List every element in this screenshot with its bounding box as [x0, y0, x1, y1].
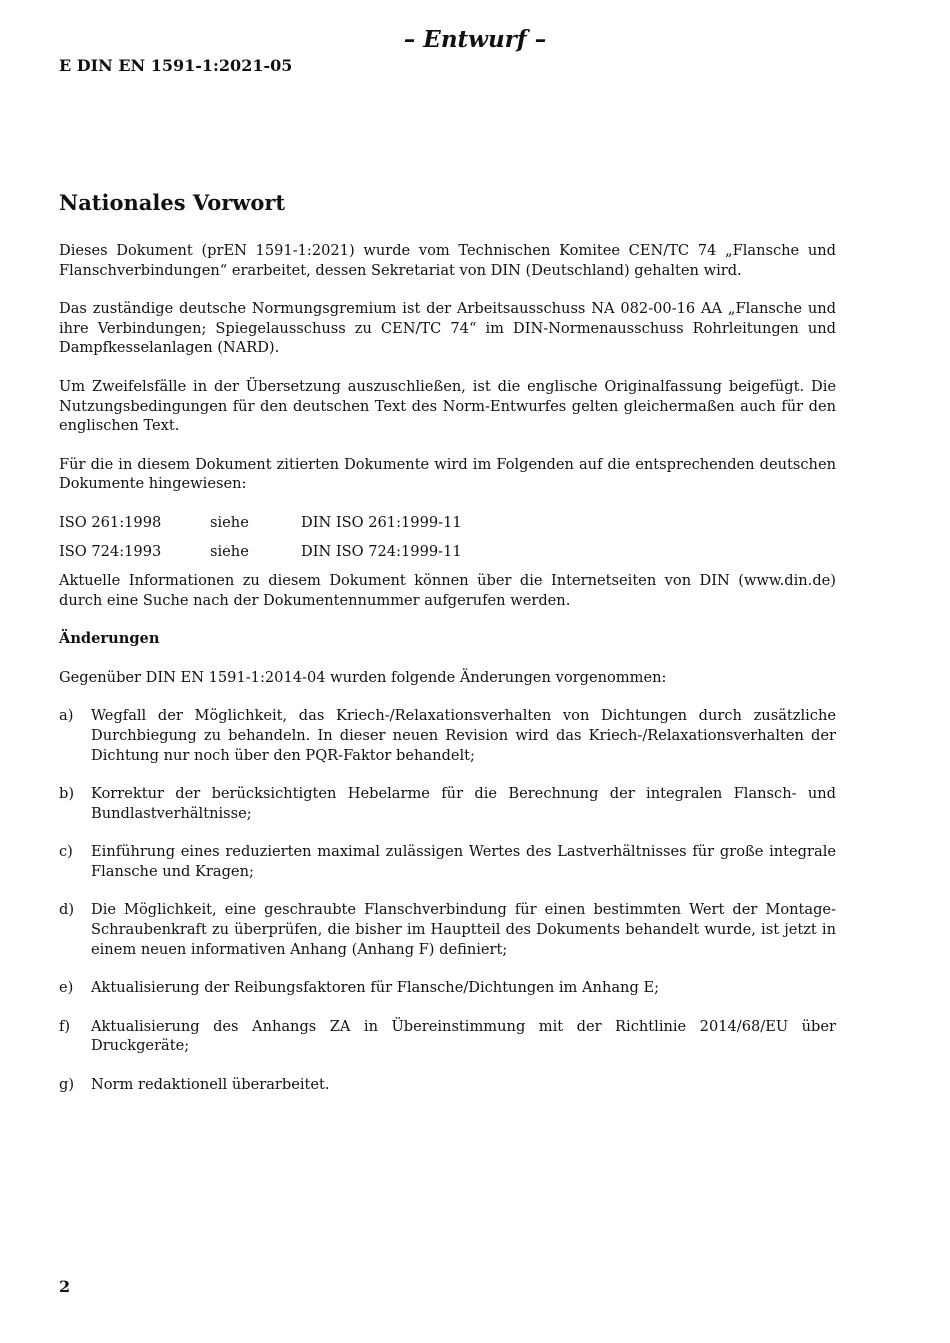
changes-heading: Änderungen: [59, 630, 160, 648]
reference-source: ISO 724:1993: [59, 542, 162, 560]
reference-source: ISO 261:1998: [59, 513, 162, 531]
list-marker: d): [59, 901, 75, 919]
list-item: [59, 784, 836, 823]
paragraph: Das zuständige deutsche Normungsgremium ist der Arbeitsausschuss NA 082-00-16 AA „Flansche und ihre Verbindungen; Spiegelausschuss zu CEN/TC 74“ im DIN-Normenausschuss Rohrleitungen und Dampfkesselanlagen (NARD).: [59, 300, 836, 357]
paragraph: Dieses Dokument (prEN 1591-1:2021) wurde vom Technischen Komitee CEN/TC 74 „Flansche und Flanschverbindungen“ erarbeitet, dessen Sekretariat von DIN (Deutschland) gehalten wird.: [59, 242, 836, 279]
paragraph: Für die in diesem Dokument zitierten Dokumente wird im Folgenden auf die entsprechenden deutschen Dokumente hingewiesen:: [59, 455, 836, 493]
reference-target: DIN ISO 261:1999-11: [301, 513, 462, 531]
list-item-text: Aktualisierung der Reibungsfaktoren für Flansche/Dichtungen im Anhang E;: [91, 979, 660, 997]
list-item: [59, 900, 836, 959]
list-marker: a): [59, 707, 74, 725]
list-item-text: Norm redaktionell überarbeitet.: [91, 1076, 330, 1094]
document-body: [59, 241, 836, 1114]
list-marker: g): [59, 1076, 75, 1094]
reference-target: DIN ISO 724:1999-11: [301, 542, 462, 560]
list-item: [59, 1017, 836, 1056]
reference-row: [59, 513, 836, 542]
reference-table: [59, 513, 836, 571]
list-marker: b): [59, 785, 75, 803]
list-item-text: Aktualisierung des Anhangs ZA in Übereinstimmung mit der Richtlinie 2014/68/EU über Druckgeräte;: [91, 1017, 836, 1055]
info-paragraph: Aktuelle Informationen zu diesem Dokument können über die Internetseiten von DIN (www.din.de) durch eine Suche nach der Dokumentennummer aufgerufen werden.: [59, 571, 836, 609]
list-item-text: Einführung eines reduzierten maximal zulässigen Wertes des Lastverhältnisses für große integrale Flansche und Kragen;: [91, 843, 836, 880]
document-id: E DIN EN 1591-1:2021-05: [59, 56, 293, 75]
list-marker: e): [59, 979, 74, 997]
reference-row: [59, 542, 836, 571]
page-number: 2: [59, 1277, 71, 1296]
section-title: Nationales Vorwort: [59, 190, 286, 215]
list-item: [59, 842, 836, 881]
changes-list: [59, 706, 836, 1094]
changes-intro: Gegenüber DIN EN 1591-1:2014-04 wurden folgende Änderungen vorgenommen:: [59, 668, 667, 686]
list-marker: c): [59, 843, 73, 861]
list-item: [59, 706, 836, 765]
draft-label: – Entwurf –: [403, 26, 547, 53]
list-item-text: Die Möglichkeit, eine geschraubte Flanschverbindung für einen bestimmten Wert der Montage-Schraubenkraft zu überprüfen, die bisher im Hauptteil des Dokuments behandelt wurde, ist jetzt in einem neuen informativen Anhang (Anhang F) definiert;: [91, 901, 836, 958]
list-item: [59, 978, 836, 998]
reference-relation: siehe: [210, 542, 249, 560]
list-item: [59, 1075, 836, 1095]
list-marker: f): [59, 1017, 71, 1035]
reference-relation: siehe: [210, 513, 249, 531]
list-item-text: Wegfall der Möglichkeit, das Kriech-/Relaxationsverhalten von Dichtungen durch zusätzliche Durchbiegung zu behandeln. In dieser neuen Revision wird das Kriech-/Relaxationsverhalten der Dichtung nur noch über den PQR-Faktor behandelt;: [91, 707, 836, 764]
paragraph: Um Zweifelsfälle in der Übersetzung auszuschließen, ist die englische Originalfassung beigefügt. Die Nutzungsbedingungen für den deutschen Text des Norm-Entwurfes gelten gleichermaßen auch für den englischen Text.: [59, 377, 836, 435]
list-item-text: Korrektur der berücksichtigten Hebelarme für die Berechnung der integralen Flansch- und Bundlastverhältnisse;: [91, 785, 836, 822]
